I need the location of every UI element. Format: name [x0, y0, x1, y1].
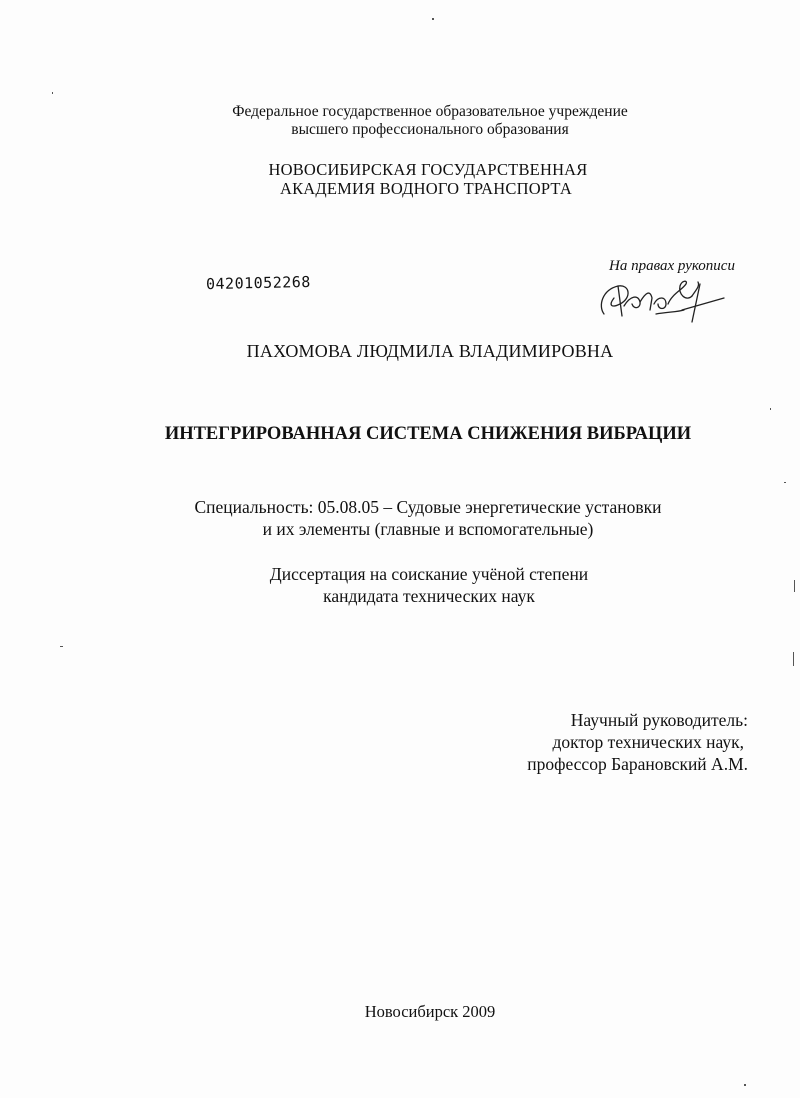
author-name: ПАХОМОВА ЛЮДМИЛА ВЛАДИМИРОВНА [246, 341, 614, 361]
scan-speck [784, 482, 786, 483]
dissertation-title: ИНТЕГРИРОВАННАЯ СИСТЕМА СНИЖЕНИЯ ВИБРАЦИИ [164, 424, 692, 444]
scan-speck [52, 92, 53, 94]
scan-speck [793, 652, 794, 666]
city-year: Новосибирск 2009 [364, 1002, 496, 1021]
handwritten-signature [596, 276, 736, 326]
supervisor-label: Научный руководитель: [570, 710, 748, 730]
institution-line-2: АКАДЕМИЯ ВОДНОГО ТРАНСПОРТА [279, 179, 572, 198]
scan-speck [744, 1084, 746, 1086]
institution-line-1: НОВОСИБИРСКАЯ ГОСУДАРСТВЕННАЯ [268, 160, 588, 179]
specialty-line-2: и их элементы (главные и вспомогательные) [262, 519, 594, 539]
degree-line-2: кандидата технических наук [323, 586, 535, 606]
scan-speck [60, 646, 63, 647]
scan-speck [794, 580, 795, 592]
inventory-number: 04201052268 [205, 272, 312, 294]
organization-line-1: Федеральное государственное образовательное учреждение [232, 103, 628, 120]
scan-speck [432, 18, 434, 20]
specialty-line-1: Специальность: 05.08.05 – Судовые энергетические установки [194, 497, 662, 517]
manuscript-rights-note: На правах рукописи [609, 258, 735, 274]
scan-speck [770, 408, 771, 410]
organization-line-2: высшего профессионального образования [291, 121, 569, 138]
degree-line-1: Диссертация на соискание учёной степени [269, 564, 589, 584]
supervisor-name: профессор Барановский А.М. [527, 754, 748, 774]
supervisor-degree: доктор технических наук, [552, 732, 744, 752]
